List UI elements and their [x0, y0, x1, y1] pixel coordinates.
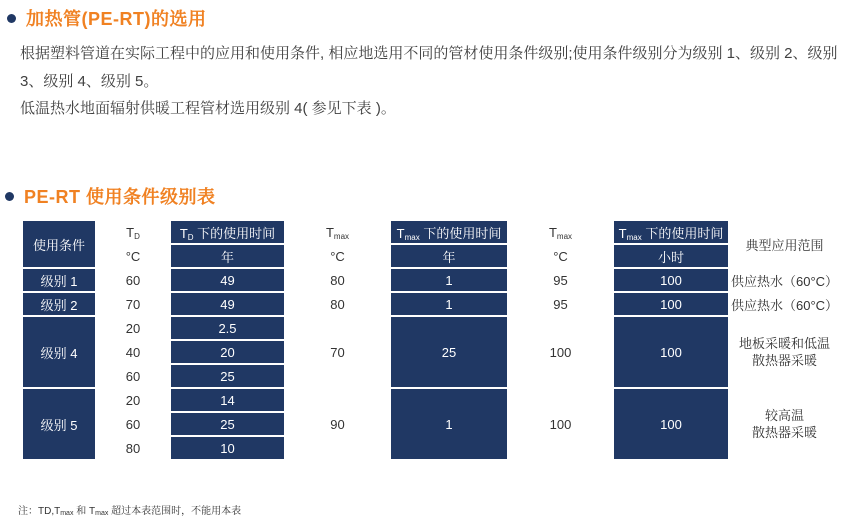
cell-class5-td-1: 20 — [97, 389, 169, 411]
th-tmax-1: $T_{max}$ — [286, 221, 389, 243]
th-unit-tmax1: °C — [286, 245, 389, 267]
cell-class5-tmax2-hours: 100 — [614, 389, 728, 459]
row-label-class1: 级别 1 — [23, 269, 95, 291]
cell-class2-tmax2: 95 — [509, 293, 612, 315]
intro-paragraph-1: 根据塑料管道在实际工程中的应用和使用条件, 相应地选用不同的管材使用条件级别;使用条件级别分为级别 1、级别 2、级别 3、级别 4、级别 5。 — [20, 45, 838, 90]
cell-class2-td-years: 49 — [171, 293, 284, 315]
cell-class4-td-1: 20 — [97, 317, 169, 339]
table-section-title: PE-RT 使用条件级别表 — [24, 187, 216, 207]
th-unit-td-years: 年 — [171, 245, 284, 267]
cell-class2-tmax1: 80 — [286, 293, 389, 315]
condition-table-wrapper — [21, 219, 841, 461]
cell-class1-tmax1-years: 1 — [391, 269, 507, 291]
cell-class4-years-3: 25 — [171, 365, 284, 387]
bullet-icon — [7, 14, 16, 23]
cell-class4-tmax1-years: 25 — [391, 317, 507, 387]
table-row-class1 — [23, 269, 839, 291]
cell-class5-tmax1-years: 1 — [391, 389, 507, 459]
section-heading-condition-table — [5, 183, 216, 209]
cell-class4-tmax2-hours: 100 — [614, 317, 728, 387]
table-row-class2 — [23, 293, 839, 315]
cell-class5-td-3: 80 — [97, 437, 169, 459]
cell-class1-td: 60 — [97, 269, 169, 291]
cell-class4-tmax2: 100 — [509, 317, 612, 387]
th-unit-tmax2-hours: 小时 — [614, 245, 728, 267]
row-label-class4: 级别 4 — [23, 317, 95, 387]
cell-class4-td-3: 60 — [97, 365, 169, 387]
th-td-service-time: $T_D$ 下的使用时间 — [171, 221, 284, 243]
cell-class2-tmax1-years: 1 — [391, 293, 507, 315]
intro-paragraph-2: 低温热水地面辐射供暖工程管材选用级别 4( 参见下表 )。 — [20, 100, 396, 117]
cell-class5-years-3: 10 — [171, 437, 284, 459]
th-unit-tmax2: °C — [509, 245, 612, 267]
cell-class2-td: 70 — [97, 293, 169, 315]
th-usage-condition: 使用条件 — [23, 221, 95, 267]
th-unit-td: °C — [97, 245, 169, 267]
cell-class4-td-2: 40 — [97, 341, 169, 363]
cell-class1-td-years: 49 — [171, 269, 284, 291]
cell-class1-tmax2: 95 — [509, 269, 612, 291]
cell-class4-tmax1: 70 — [286, 317, 389, 387]
cell-class5-years-2: 25 — [171, 413, 284, 435]
bullet-icon — [5, 192, 14, 201]
table-footnote: 注：$TD,T_{max}$ 和 $T_{max}$ 超过本表范围时，不能用本表 — [18, 506, 242, 517]
cell-class5-application: 较高温 散热器采暖 — [730, 389, 839, 459]
cell-class1-application: 供应热水（60°C） — [730, 269, 839, 291]
cell-class5-td-2: 60 — [97, 413, 169, 435]
cell-class4-years-1: 2.5 — [171, 317, 284, 339]
table-row-class4-1 — [23, 317, 839, 339]
cell-class5-tmax2: 100 — [509, 389, 612, 459]
table-row-class5-1 — [23, 389, 839, 411]
th-typical-application: 典型应用范围 — [730, 221, 839, 267]
cell-class5-tmax1: 90 — [286, 389, 389, 459]
row-label-class2: 级别 2 — [23, 293, 95, 315]
th-td: $T_D$ — [97, 221, 169, 243]
section-title: 加热管(PE-RT)的选用 — [26, 9, 207, 29]
th-tmax1-service-time: $T_{max}$ 下的使用时间 — [391, 221, 507, 243]
cell-class1-tmax1: 80 — [286, 269, 389, 291]
cell-class2-application: 供应热水（60°C） — [730, 293, 839, 315]
cell-class4-application: 地板采暖和低温 散热器采暖 — [730, 317, 839, 387]
section-heading-pipe-selection — [7, 5, 207, 31]
cell-class4-years-2: 20 — [171, 341, 284, 363]
th-tmax2-service-time: $T_{max}$ 下的使用时间 — [614, 221, 728, 243]
th-unit-tmax1-years: 年 — [391, 245, 507, 267]
cell-class5-years-1: 14 — [171, 389, 284, 411]
pert-condition-table — [21, 219, 841, 461]
th-tmax-2: $T_{max}$ — [509, 221, 612, 243]
cell-class1-tmax2-hours: 100 — [614, 269, 728, 291]
row-label-class5: 级别 5 — [23, 389, 95, 459]
cell-class2-tmax2-hours: 100 — [614, 293, 728, 315]
